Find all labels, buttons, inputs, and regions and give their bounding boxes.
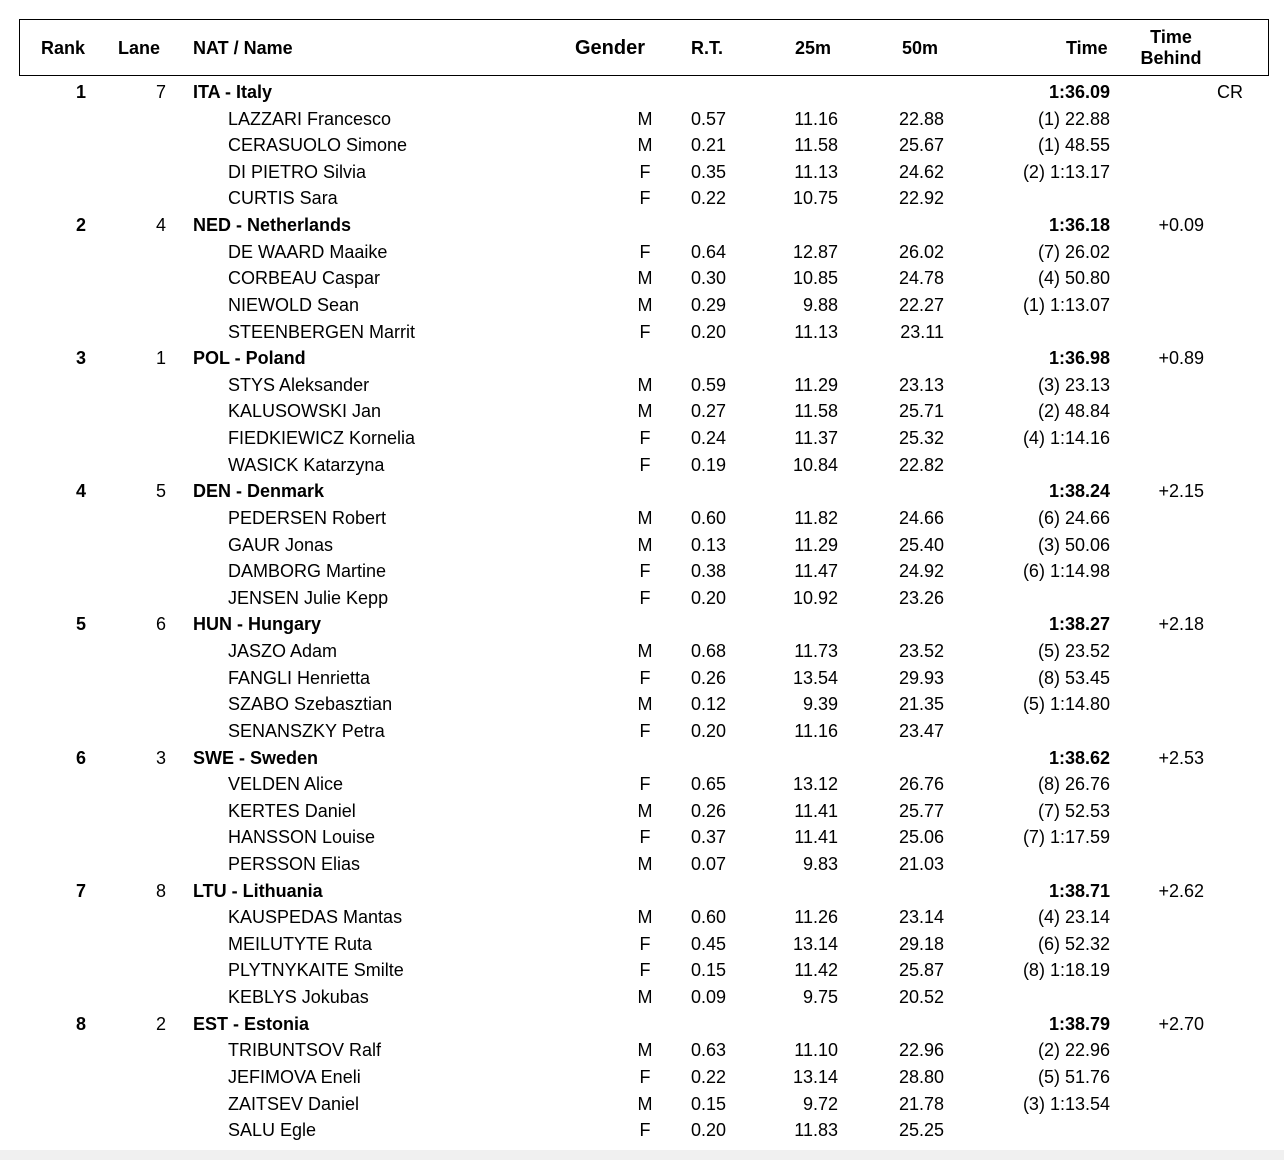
swimmer-gender: F bbox=[639, 934, 651, 954]
swimmer-split-25m: 10.75 bbox=[792, 188, 838, 208]
header-time-behind-line1: Time bbox=[1150, 27, 1192, 47]
swimmer-split-25m: 11.47 bbox=[794, 561, 838, 581]
swimmer-gender: M bbox=[637, 268, 653, 288]
swimmer-reaction-time: 0.30 bbox=[690, 268, 726, 288]
swimmer-cumulative-time: (6) 1:14.98 bbox=[1022, 561, 1110, 581]
swimmer-name: HANSSON Louise bbox=[228, 827, 376, 847]
team-rank: 7 bbox=[75, 881, 86, 901]
swimmer-name: FANGLI Henrietta bbox=[228, 668, 371, 688]
team-rank: 3 bbox=[75, 348, 86, 368]
swimmer-split-50m: 22.27 bbox=[898, 295, 944, 315]
team-final-time: 1:36.09 bbox=[1048, 82, 1110, 102]
swimmer-split-50m: 22.96 bbox=[898, 1040, 944, 1060]
swimmer-reaction-time: 0.60 bbox=[690, 907, 726, 927]
team-time-behind: +2.53 bbox=[1158, 748, 1204, 768]
swimmer-cumulative-time: (1) 22.88 bbox=[1037, 109, 1110, 129]
swimmer-gender: M bbox=[637, 801, 653, 821]
swimmer-reaction-time: 0.35 bbox=[690, 162, 726, 182]
swimmer-split-50m: 21.03 bbox=[898, 854, 944, 874]
team-name: ITA - Italy bbox=[193, 82, 273, 102]
swimmer-split-25m: 11.13 bbox=[794, 162, 838, 182]
swimmer-reaction-time: 0.07 bbox=[690, 854, 726, 874]
swimmer-gender: F bbox=[639, 1120, 651, 1140]
team-lane: 8 bbox=[155, 881, 166, 901]
swimmer-reaction-time: 0.13 bbox=[690, 535, 726, 555]
swimmer-split-50m: 23.47 bbox=[898, 721, 944, 741]
header-time: Time bbox=[1066, 38, 1108, 58]
swimmer-name: LAZZARI Francesco bbox=[228, 109, 392, 129]
team-name: NED - Netherlands bbox=[193, 215, 352, 235]
swimmer-name: KEBLYS Jokubas bbox=[228, 987, 369, 1007]
swimmer-split-25m: 10.84 bbox=[792, 455, 838, 475]
header-rank: Rank bbox=[41, 38, 86, 58]
team-rank: 6 bbox=[75, 748, 86, 768]
swimmer-reaction-time: 0.15 bbox=[690, 1094, 726, 1114]
team-time-behind: +2.62 bbox=[1158, 881, 1204, 901]
swimmer-reaction-time: 0.19 bbox=[690, 455, 726, 475]
swimmer-reaction-time: 0.60 bbox=[690, 508, 726, 528]
swimmer-gender: F bbox=[639, 588, 651, 608]
swimmer-name: STYS Aleksander bbox=[228, 375, 370, 395]
swimmer-reaction-time: 0.26 bbox=[690, 801, 726, 821]
team-name: LTU - Lithuania bbox=[193, 881, 323, 901]
record-badge: CR bbox=[1217, 82, 1243, 102]
swimmer-reaction-time: 0.20 bbox=[690, 1120, 726, 1140]
team-final-time: 1:38.27 bbox=[1048, 614, 1110, 634]
swimmer-cumulative-time: (7) 52.53 bbox=[1037, 801, 1110, 821]
swimmer-gender: F bbox=[639, 827, 651, 847]
swimmer-name: STEENBERGEN Marrit bbox=[228, 322, 416, 342]
swimmer-reaction-time: 0.26 bbox=[690, 668, 726, 688]
swimmer-gender: F bbox=[639, 162, 651, 182]
swimmer-cumulative-time: (4) 50.80 bbox=[1037, 268, 1110, 288]
swimmer-split-50m: 23.52 bbox=[898, 641, 944, 661]
swimmer-split-50m: 25.32 bbox=[898, 428, 944, 448]
swimmer-name: ZAITSEV Daniel bbox=[228, 1094, 360, 1114]
team-time-behind: +0.09 bbox=[1158, 215, 1204, 235]
swimmer-cumulative-time: (4) 1:14.16 bbox=[1022, 428, 1110, 448]
swimmer-reaction-time: 0.21 bbox=[690, 135, 726, 155]
swimmer-name: MEILUTYTE Ruta bbox=[228, 934, 373, 954]
swimmer-name: CORBEAU Caspar bbox=[228, 268, 381, 288]
swimmer-split-50m: 24.66 bbox=[898, 508, 944, 528]
swimmer-cumulative-time: (2) 48.84 bbox=[1037, 401, 1110, 421]
swimmer-name: JEFIMOVA Eneli bbox=[228, 1067, 361, 1087]
swimmer-cumulative-time: (6) 24.66 bbox=[1037, 508, 1110, 528]
swimmer-split-50m: 25.87 bbox=[898, 960, 944, 980]
swimmer-reaction-time: 0.64 bbox=[690, 242, 726, 262]
swimmer-reaction-time: 0.20 bbox=[690, 721, 726, 741]
team-final-time: 1:36.18 bbox=[1048, 215, 1110, 235]
team-name: EST - Estonia bbox=[193, 1014, 310, 1034]
swimmer-cumulative-time: (7) 1:17.59 bbox=[1022, 827, 1110, 847]
swimmer-reaction-time: 0.29 bbox=[690, 295, 726, 315]
swimmer-cumulative-time: (4) 23.14 bbox=[1037, 907, 1110, 927]
swimmer-split-25m: 9.88 bbox=[802, 295, 838, 315]
team-final-time: 1:38.79 bbox=[1048, 1014, 1110, 1034]
swimmer-split-50m: 20.52 bbox=[898, 987, 944, 1007]
swimmer-gender: M bbox=[637, 987, 653, 1007]
swimmer-split-25m: 10.85 bbox=[792, 268, 838, 288]
swimmer-cumulative-time: (3) 1:13.54 bbox=[1022, 1094, 1110, 1114]
swimmer-cumulative-time: (8) 53.45 bbox=[1037, 668, 1110, 688]
swimmer-gender: M bbox=[637, 1094, 653, 1114]
swimmer-split-25m: 11.16 bbox=[794, 721, 838, 741]
swimmer-split-50m: 21.78 bbox=[898, 1094, 944, 1114]
swimmer-name: FIEDKIEWICZ Kornelia bbox=[228, 428, 416, 448]
team-lane: 6 bbox=[155, 614, 166, 634]
team-name: SWE - Sweden bbox=[193, 748, 319, 768]
team-rank: 1 bbox=[75, 82, 86, 102]
swimmer-split-25m: 11.29 bbox=[794, 375, 838, 395]
swimmer-split-50m: 22.82 bbox=[898, 455, 944, 475]
swimmer-gender: F bbox=[639, 242, 651, 262]
swimmer-split-25m: 11.73 bbox=[794, 641, 838, 661]
swimmer-gender: M bbox=[637, 641, 653, 661]
swimmer-split-25m: 11.83 bbox=[794, 1120, 838, 1140]
swimmer-name: DE WAARD Maaike bbox=[228, 242, 388, 262]
swimmer-gender: F bbox=[639, 428, 651, 448]
swimmer-reaction-time: 0.68 bbox=[690, 641, 726, 661]
swimmer-reaction-time: 0.15 bbox=[690, 960, 726, 980]
swimmer-split-50m: 22.92 bbox=[898, 188, 944, 208]
team-lane: 7 bbox=[155, 82, 166, 102]
swimmer-gender: F bbox=[639, 960, 651, 980]
team-lane: 5 bbox=[155, 481, 166, 501]
swimmer-split-50m: 21.35 bbox=[898, 694, 944, 714]
swimmer-gender: M bbox=[637, 694, 653, 714]
team-lane: 1 bbox=[155, 348, 166, 368]
swimmer-gender: F bbox=[639, 721, 651, 741]
swimmer-split-25m: 11.58 bbox=[794, 401, 838, 421]
swimmer-name: PEDERSEN Robert bbox=[228, 508, 387, 528]
swimmer-split-50m: 25.71 bbox=[898, 401, 944, 421]
swimmer-reaction-time: 0.37 bbox=[690, 827, 726, 847]
swimmer-reaction-time: 0.65 bbox=[690, 774, 726, 794]
swimmer-split-50m: 24.78 bbox=[898, 268, 944, 288]
header-lane: Lane bbox=[118, 38, 161, 58]
swimmer-split-25m: 13.14 bbox=[792, 1067, 838, 1087]
swimmer-gender: F bbox=[639, 1067, 651, 1087]
swimmer-reaction-time: 0.12 bbox=[690, 694, 726, 714]
swimmer-name: GAUR Jonas bbox=[228, 535, 334, 555]
swimmer-split-25m: 11.41 bbox=[794, 801, 838, 821]
swimmer-split-50m: 29.18 bbox=[898, 934, 944, 954]
swimmer-split-25m: 11.82 bbox=[794, 508, 838, 528]
swimmer-name: JASZO Adam bbox=[228, 641, 338, 661]
swimmer-gender: F bbox=[639, 322, 651, 342]
team-rank: 2 bbox=[75, 215, 86, 235]
swimmer-gender: F bbox=[639, 188, 651, 208]
swimmer-reaction-time: 0.63 bbox=[690, 1040, 726, 1060]
swimmer-reaction-time: 0.27 bbox=[690, 401, 726, 421]
swimmer-cumulative-time: (8) 26.76 bbox=[1037, 774, 1110, 794]
swimmer-reaction-time: 0.20 bbox=[690, 588, 726, 608]
header-time-behind bbox=[1136, 27, 1206, 69]
team-lane: 2 bbox=[155, 1014, 166, 1034]
swimmer-name: KERTES Daniel bbox=[228, 801, 356, 821]
swimmer-gender: F bbox=[639, 455, 651, 475]
team-time-behind: +0.89 bbox=[1158, 348, 1204, 368]
team-name: POL - Poland bbox=[193, 348, 306, 368]
swimmer-reaction-time: 0.45 bbox=[690, 934, 726, 954]
swimmer-gender: M bbox=[637, 1040, 653, 1060]
page-bottom-edge bbox=[0, 1150, 1284, 1160]
swimmer-split-50m: 28.80 bbox=[898, 1067, 944, 1087]
swimmer-split-25m: 13.12 bbox=[792, 774, 838, 794]
swimmer-cumulative-time: (5) 51.76 bbox=[1037, 1067, 1110, 1087]
swimmer-split-25m: 9.72 bbox=[802, 1094, 838, 1114]
team-final-time: 1:38.24 bbox=[1048, 481, 1110, 501]
swimmer-gender: M bbox=[637, 508, 653, 528]
team-name: HUN - Hungary bbox=[193, 614, 322, 634]
swimmer-name: SALU Egle bbox=[228, 1120, 317, 1140]
swimmer-split-25m: 11.13 bbox=[794, 322, 838, 342]
swimmer-gender: M bbox=[637, 295, 653, 315]
swimmer-name: VELDEN Alice bbox=[228, 774, 344, 794]
team-lane: 3 bbox=[155, 748, 166, 768]
swimmer-split-25m: 11.10 bbox=[794, 1040, 838, 1060]
swimmer-reaction-time: 0.20 bbox=[690, 322, 726, 342]
team-time-behind: +2.18 bbox=[1158, 614, 1204, 634]
swimmer-name: KAUSPEDAS Mantas bbox=[228, 907, 403, 927]
swimmer-name: SZABO Szebasztian bbox=[228, 694, 393, 714]
swimmer-split-25m: 11.16 bbox=[794, 109, 838, 129]
swimmer-split-50m: 25.67 bbox=[898, 135, 944, 155]
swimmer-reaction-time: 0.38 bbox=[690, 561, 726, 581]
swimmer-split-25m: 11.29 bbox=[794, 535, 838, 555]
header-split-50m: 50m bbox=[902, 38, 939, 58]
swimmer-reaction-time: 0.24 bbox=[690, 428, 726, 448]
swimmer-cumulative-time: (8) 1:18.19 bbox=[1022, 960, 1110, 980]
swimmer-gender: M bbox=[637, 401, 653, 421]
swimmer-split-50m: 26.76 bbox=[898, 774, 944, 794]
header-split-25m: 25m bbox=[795, 38, 832, 58]
swimmer-name: NIEWOLD Sean bbox=[228, 295, 360, 315]
team-final-time: 1:38.71 bbox=[1048, 881, 1110, 901]
swimmer-cumulative-time: (6) 52.32 bbox=[1037, 934, 1110, 954]
swimmer-gender: M bbox=[637, 907, 653, 927]
swimmer-reaction-time: 0.22 bbox=[690, 188, 726, 208]
header-reaction-time: R.T. bbox=[691, 38, 724, 58]
swimmer-split-50m: 24.92 bbox=[898, 561, 944, 581]
team-final-time: 1:36.98 bbox=[1048, 348, 1110, 368]
swimmer-cumulative-time: (3) 23.13 bbox=[1037, 375, 1110, 395]
swimmer-split-50m: 25.77 bbox=[898, 801, 944, 821]
swimmer-split-25m: 9.83 bbox=[802, 854, 838, 874]
swimmer-split-25m: 9.75 bbox=[802, 987, 838, 1007]
swimmer-gender: F bbox=[639, 668, 651, 688]
team-rank: 5 bbox=[75, 614, 86, 634]
swimmer-split-50m: 23.26 bbox=[898, 588, 944, 608]
header-name: NAT / Name bbox=[193, 38, 293, 58]
swimmer-split-50m: 25.40 bbox=[898, 535, 944, 555]
swimmer-name: CURTIS Sara bbox=[228, 188, 338, 208]
swimmer-gender: F bbox=[639, 774, 651, 794]
swimmer-reaction-time: 0.57 bbox=[690, 109, 726, 129]
swimmer-name: TRIBUNTSOV Ralf bbox=[228, 1040, 382, 1060]
team-name: DEN - Denmark bbox=[193, 481, 325, 501]
swimmer-split-50m: 24.62 bbox=[898, 162, 944, 182]
swimmer-cumulative-time: (2) 22.96 bbox=[1037, 1040, 1110, 1060]
swimmer-split-50m: 22.88 bbox=[898, 109, 944, 129]
swimmer-split-25m: 13.14 bbox=[792, 934, 838, 954]
swimmer-name: PERSSON Elias bbox=[228, 854, 361, 874]
swimmer-cumulative-time: (7) 26.02 bbox=[1037, 242, 1110, 262]
swimmer-gender: M bbox=[637, 375, 653, 395]
swimmer-name: CERASUOLO Simone bbox=[228, 135, 408, 155]
swimmer-name: JENSEN Julie Kepp bbox=[228, 588, 389, 608]
swimmer-split-50m: 23.14 bbox=[898, 907, 944, 927]
team-rank: 4 bbox=[75, 481, 86, 501]
swimmer-name: WASICK Katarzyna bbox=[228, 455, 385, 475]
swimmer-gender: M bbox=[637, 535, 653, 555]
swimmer-reaction-time: 0.09 bbox=[690, 987, 726, 1007]
swimmer-name: PLYTNYKAITE Smilte bbox=[228, 960, 404, 980]
swimmer-split-50m: 23.11 bbox=[900, 322, 944, 342]
swimmer-cumulative-time: (5) 23.52 bbox=[1037, 641, 1110, 661]
swimmer-split-25m: 10.92 bbox=[792, 588, 838, 608]
swimmer-split-25m: 9.39 bbox=[802, 694, 838, 714]
swimmer-cumulative-time: (1) 1:13.07 bbox=[1022, 295, 1110, 315]
swimmer-split-25m: 11.58 bbox=[794, 135, 838, 155]
swimmer-gender: M bbox=[637, 109, 653, 129]
swimmer-name: KALUSOWSKI Jan bbox=[228, 401, 382, 421]
team-lane: 4 bbox=[155, 215, 166, 235]
swimmer-reaction-time: 0.59 bbox=[690, 375, 726, 395]
swimmer-split-25m: 11.42 bbox=[794, 960, 838, 980]
header-time-behind-line2: Behind bbox=[1140, 48, 1202, 68]
swimmer-cumulative-time: (3) 50.06 bbox=[1037, 535, 1110, 555]
swimmer-split-50m: 25.06 bbox=[898, 827, 944, 847]
team-time-behind: +2.70 bbox=[1158, 1014, 1204, 1034]
swimmer-split-50m: 23.13 bbox=[898, 375, 944, 395]
swimmer-split-25m: 12.87 bbox=[792, 242, 838, 262]
swimmer-split-50m: 29.93 bbox=[898, 668, 944, 688]
swimmer-cumulative-time: (1) 48.55 bbox=[1037, 135, 1110, 155]
swimmer-cumulative-time: (5) 1:14.80 bbox=[1022, 694, 1110, 714]
swimmer-gender: M bbox=[637, 854, 653, 874]
swimmer-split-25m: 11.26 bbox=[794, 907, 838, 927]
swimmer-name: DAMBORG Martine bbox=[228, 561, 387, 581]
swimmer-split-50m: 26.02 bbox=[898, 242, 944, 262]
swimmer-split-50m: 25.25 bbox=[898, 1120, 944, 1140]
swimmer-split-25m: 11.41 bbox=[794, 827, 838, 847]
swimmer-reaction-time: 0.22 bbox=[690, 1067, 726, 1087]
team-rank: 8 bbox=[75, 1014, 86, 1034]
swimmer-split-25m: 13.54 bbox=[792, 668, 838, 688]
swimmer-split-25m: 11.37 bbox=[794, 428, 838, 448]
team-time-behind: +2.15 bbox=[1158, 481, 1204, 501]
header-gender: Gender bbox=[575, 37, 646, 59]
swimmer-gender: F bbox=[639, 561, 651, 581]
swimmer-gender: M bbox=[637, 135, 653, 155]
swimmer-name: DI PIETRO Silvia bbox=[228, 162, 367, 182]
swimmer-name: SENANSZKY Petra bbox=[228, 721, 385, 741]
team-final-time: 1:38.62 bbox=[1048, 748, 1110, 768]
swimmer-cumulative-time: (2) 1:13.17 bbox=[1022, 162, 1110, 182]
